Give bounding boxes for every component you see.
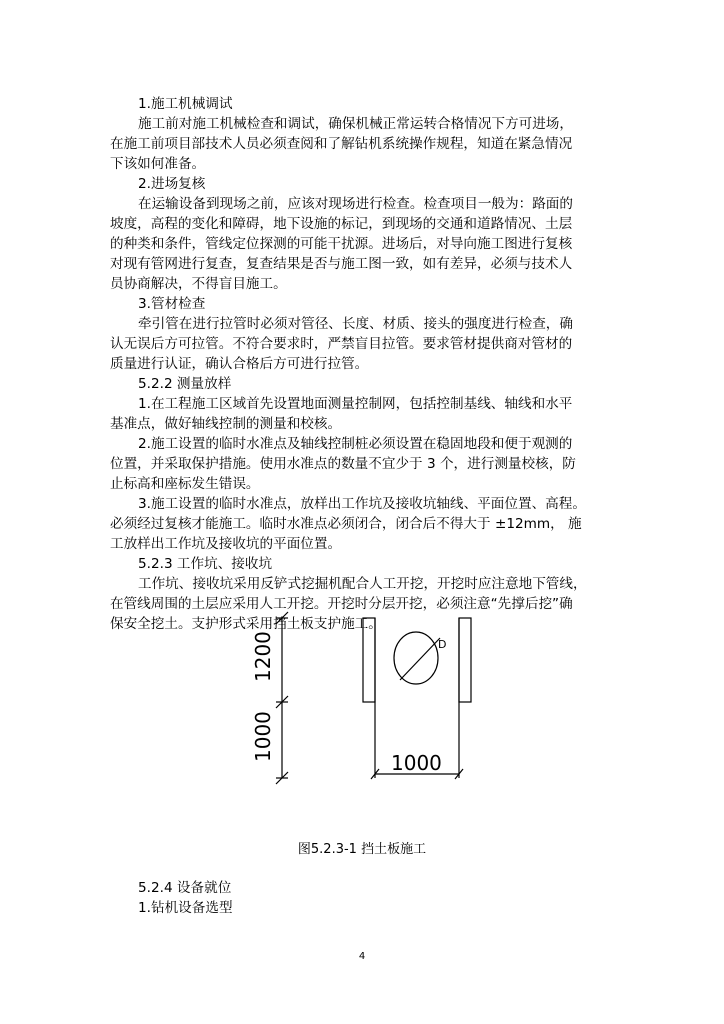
pipe-diameter-label: D (438, 638, 447, 651)
section-heading-5-2-4: 5.2.4 设备就位 (138, 880, 232, 896)
paragraph-line: 工放样出工作坑及接收坑的平面位置。 (110, 536, 342, 552)
dimension-top: 1200 (251, 631, 275, 682)
figure-caption: 图5.2.3-1 挡土板施工 (297, 842, 427, 857)
paragraph-line: 在管线周围的土层应采用人工开挖。开挖时分层开挖，必须注意“先撑后挖”确 (110, 596, 573, 612)
paragraph-line: 保安全挖土。支护形式采用挡土板支护施工。 (110, 616, 382, 632)
dimension-bottom: 1000 (251, 711, 275, 762)
dimension-width: 1000 (391, 751, 442, 775)
right-retaining-board (459, 618, 471, 702)
left-retaining-board (363, 618, 375, 702)
paragraph-line: 对现有管网进行复查，复查结果是否与施工图一致，如有差异，必须与技术人 (110, 256, 573, 272)
paragraph-line: 牵引管在进行拉管时必须对管径、长度、材质、接头的强度进行检查，确 (138, 316, 573, 332)
paragraph-line: 施工前对施工机械检查和调试，确保机械正常运转合格情况下方可进场， (138, 116, 573, 132)
paragraph-line: 下该如何准备。 (110, 156, 206, 172)
paragraph-line: 止标高和座标发生错误。 (110, 476, 260, 492)
paragraph-line: 必须经过复核才能施工。临时水准点必须闭合，闭合后不得大于 ±12mm， 施 (110, 516, 582, 532)
paragraph-line: 2.施工设置的临时水准点及轴线控制桩必须设置在稳固地段和便于观测的 (138, 436, 573, 452)
page-number: 4 (358, 951, 366, 962)
heading-site-check: 2.进场复核 (138, 176, 206, 192)
paragraph-line: 的种类和条件，管线定位探测的可能干扰源。进场后，对导向施工图进行复核 (110, 236, 573, 252)
heading-machine-debug: 1.施工机械调试 (138, 96, 233, 112)
heading-pipe-check: 3.管材检查 (138, 296, 206, 312)
paragraph-line: 质量进行认证，确认合格后方可进行拉管。 (110, 356, 369, 372)
section-heading-5-2-2: 5.2.2 测量放样 (138, 376, 232, 392)
paragraph-line: 基准点，做好轴线控制的测量和校核。 (110, 416, 342, 432)
paragraph-line: 在施工前项目部技术人员必须查阅和了解钻机系统操作规程，知道在紧急情况 (110, 136, 573, 152)
paragraph-line: 3.施工设置的临时水准点，放样出工作坑及接收坑轴线、平面位置、高程。 (138, 496, 586, 512)
drill-selection-item: 1.钻机设备选型 (138, 900, 233, 916)
section-heading-5-2-3: 5.2.3 工作坑、接收坑 (138, 556, 273, 572)
paragraph-line: 位置，并采取保护措施。使用水准点的数量不宜少于 3 个，进行测量校核，防 (110, 456, 576, 472)
paragraph-line: 在运输设备到现场之前，应该对现场进行检查。检查项目一般为：路面的 (138, 196, 573, 212)
pipe-section (394, 632, 438, 684)
paragraph-line: 坡度，高程的变化和障碍，地下设施的标记，到现场的交通和道路情况、土层 (110, 216, 573, 232)
retaining-board-figure (240, 610, 480, 800)
paragraph-line: 工作坑、接收坑采用反铲式挖掘机配合人工开挖，开挖时应注意地下管线， (138, 576, 587, 592)
paragraph-line: 认无误后方可拉管。不符合要求时，严禁盲目拉管。要求管材提供商对管材的 (110, 336, 573, 352)
paragraph-line: 员协商解决，不得盲目施工。 (110, 276, 287, 292)
paragraph-line: 1.在工程施工区域首先设置地面测量控制网，包括控制基线、轴线和水平 (138, 396, 573, 412)
